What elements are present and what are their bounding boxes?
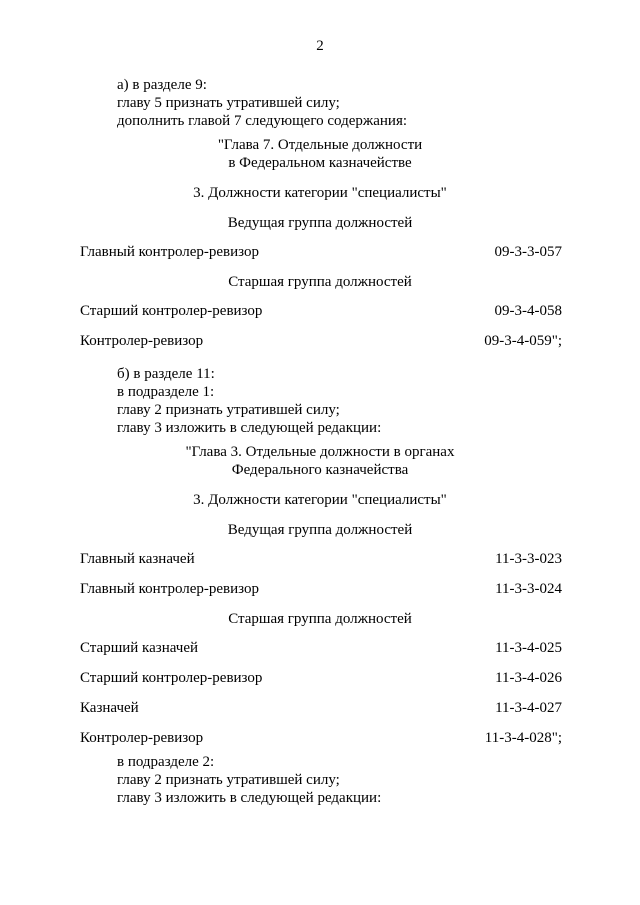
section-b-instruction-1: главу 2 признать утратившей силу; xyxy=(117,402,340,418)
position-title: Старший контролер-ревизор xyxy=(80,670,263,686)
category-heading: 3. Должности категории "специалисты" xyxy=(193,492,447,508)
group-heading-senior: Старшая группа должностей xyxy=(228,274,412,290)
position-title: Контролер-ревизор xyxy=(80,730,204,746)
position-code: 11-3-4-026 xyxy=(495,670,562,686)
position-title: Контролер-ревизор xyxy=(80,333,204,349)
position-title: Главный контролер-ревизор xyxy=(80,581,259,597)
subsection-2-heading: в подразделе 2: xyxy=(117,754,215,770)
position-title: Старший контролер-ревизор xyxy=(80,303,263,319)
position-code: 09-3-3-057 xyxy=(494,244,562,260)
position-title: Старший казначей xyxy=(80,640,199,656)
chapter-7-title-line-2: в Федеральном казначействе xyxy=(228,155,412,171)
page-number: 2 xyxy=(316,38,324,54)
category-heading: 3. Должности категории "специалисты" xyxy=(193,185,447,201)
group-heading-lead: Ведущая группа должностей xyxy=(227,215,413,231)
section-a-instruction-2: дополнить главой 7 следующего содержания: xyxy=(117,113,408,129)
position-code: 11-3-3-023 xyxy=(495,551,562,567)
subsection-2-instruction-2: главу 3 изложить в следующей редакции: xyxy=(117,790,382,806)
position-title: Главный казначей xyxy=(80,551,195,567)
position-code: 11-3-3-024 xyxy=(495,581,562,597)
section-b-heading: б) в разделе 11: xyxy=(117,366,215,382)
subsection-2-instruction-1: главу 2 признать утратившей силу; xyxy=(117,772,340,788)
position-title: Казначей xyxy=(80,700,139,716)
position-code: 09-3-4-058 xyxy=(494,303,562,319)
position-code: 11-3-4-025 xyxy=(495,640,562,656)
section-b-instruction-2: главу 3 изложить в следующей редакции: xyxy=(117,420,382,436)
section-a-heading: а) в разделе 9: xyxy=(117,77,207,93)
group-heading-lead: Ведущая группа должностей xyxy=(227,522,413,538)
chapter-3-title-line-2: Федерального казначейства xyxy=(231,462,409,478)
position-code: 11-3-4-027 xyxy=(495,700,562,716)
subsection-1-heading: в подразделе 1: xyxy=(117,384,215,400)
chapter-3-title-line-1: "Глава 3. Отдельные должности в органах xyxy=(185,444,455,460)
group-heading-senior: Старшая группа должностей xyxy=(228,611,412,627)
position-code: 11-3-4-028"; xyxy=(484,730,562,746)
position-code: 09-3-4-059"; xyxy=(484,333,562,349)
chapter-7-title-line-1: "Глава 7. Отдельные должности xyxy=(217,137,423,153)
position-title: Главный контролер-ревизор xyxy=(80,244,259,260)
section-a-instruction-1: главу 5 признать утратившей силу; xyxy=(117,95,340,111)
